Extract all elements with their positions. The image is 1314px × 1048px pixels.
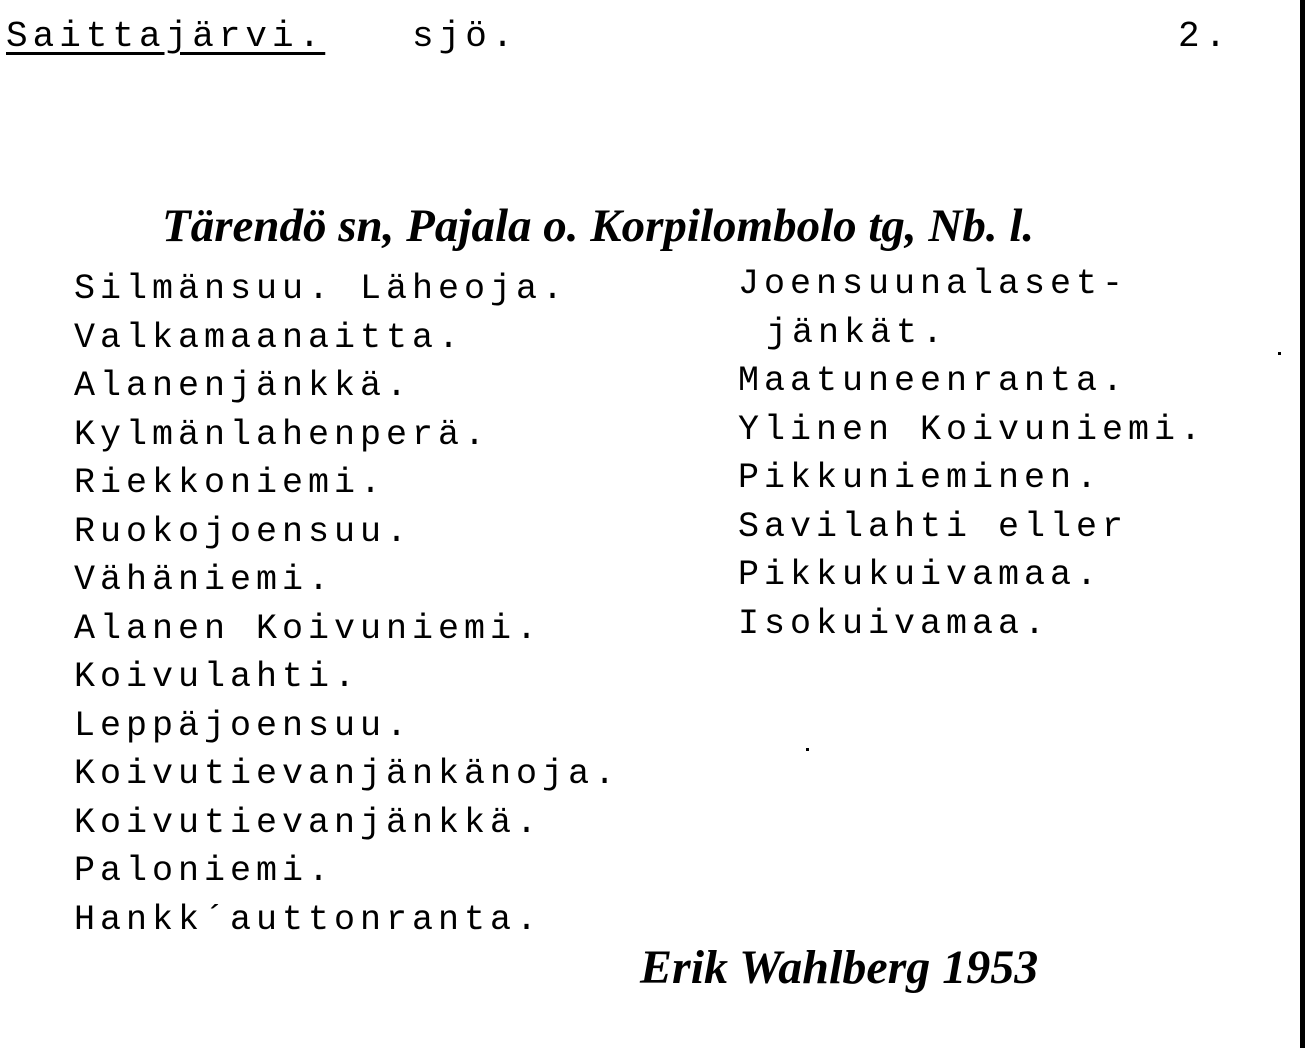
- place-names-left-column: [74, 265, 620, 944]
- place-name: Maatuneenranta.: [738, 361, 1129, 401]
- place-name: Paloniemi.: [74, 851, 335, 891]
- place-name: Hankk´auttonranta.: [74, 899, 543, 940]
- place-names-right-column: [738, 260, 1206, 648]
- locality-line: Tärendö sn, Pajala o. Korpilombolo tg, Nb. l.: [162, 200, 1035, 252]
- lake-name: Saittajärvi.: [6, 16, 326, 57]
- place-name: Kylmänlahenperä.: [74, 414, 491, 455]
- place-name: Alanen Koivuniemi.: [74, 608, 543, 649]
- place-name: Koivutievanjänkkä.: [74, 802, 543, 843]
- place-name: Leppäjoensuu.: [74, 705, 413, 746]
- place-name: Riekkoniemi.: [74, 463, 387, 503]
- place-name: Isokuivamaa.: [738, 603, 1051, 644]
- place-name: Ylinen Koivuniemi.: [738, 409, 1207, 450]
- place-name: Pikkunieminen.: [738, 458, 1103, 498]
- card-edge-rule: [1300, 0, 1305, 1048]
- ink-speck: [1278, 352, 1281, 355]
- ink-speck: [806, 748, 809, 751]
- place-name: Joensuunalaset-: [738, 264, 1129, 304]
- place-name: Alanenjänkkä.: [74, 366, 413, 406]
- place-name: Koivutievanjänkänoja.: [74, 754, 621, 794]
- author-signature: Erik Wahlberg 1953: [640, 941, 1039, 994]
- place-name: Valkamaanaitta.: [74, 317, 465, 358]
- place-name: Ruokojoensuu.: [74, 511, 413, 552]
- place-name: Silmänsuu. Läheoja.: [74, 269, 569, 309]
- place-name: Pikkukuivamaa.: [738, 555, 1103, 595]
- card-number: 2.: [1178, 16, 1232, 57]
- place-name: Savilahti eller: [738, 506, 1129, 547]
- place-name-continuation: jänkät.: [766, 312, 949, 353]
- feature-type: sjö.: [412, 16, 519, 57]
- place-name: Koivulahti.: [74, 657, 361, 697]
- place-name: Vähäniemi.: [74, 560, 335, 600]
